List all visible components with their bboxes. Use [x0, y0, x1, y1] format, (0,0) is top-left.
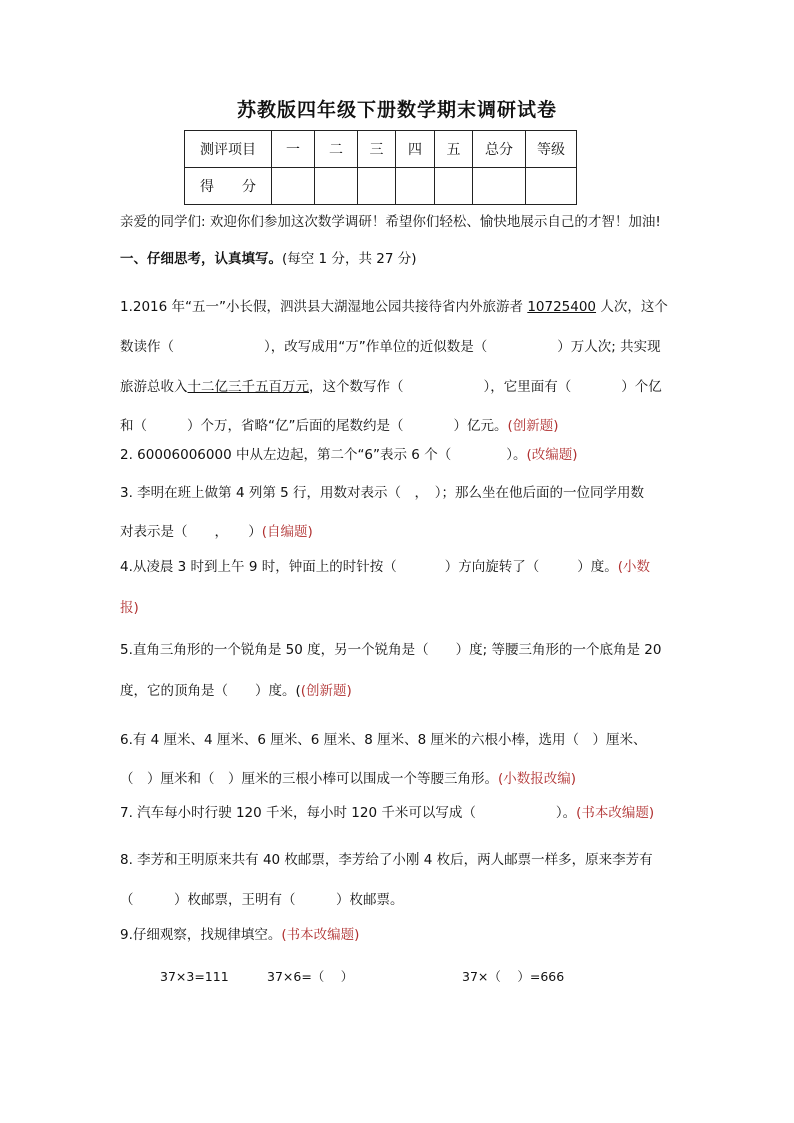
- q1-line1: [120, 297, 668, 317]
- q2-line: [120, 445, 578, 465]
- score-cell-label: 测评项目: [185, 131, 272, 168]
- question-source-tag: (改编题): [526, 447, 578, 463]
- question-source-tag: (书本改编题): [576, 805, 655, 821]
- q1-text: ）万人次; 共实现: [557, 339, 661, 355]
- q2-text: 2. 60006006000 中从左边起，第二个“6”表示 6 个（: [120, 447, 452, 463]
- score-blank[interactable]: [396, 168, 435, 205]
- score-table-header-row: [185, 131, 577, 168]
- q5-line2: [120, 681, 352, 701]
- q1-text: 数读作（: [120, 339, 174, 355]
- question-source-tag: 报): [120, 600, 139, 616]
- q9-equation-2: 37×6=（ ）: [267, 969, 354, 984]
- q1-text: ）个万，省略“亿”后面的尾数约是（: [187, 418, 404, 434]
- q6-line1: 6.有 4 厘米、4 厘米、6 厘米、6 厘米、8 厘米、8 厘米的六根小棒，选用（ ）厘米、: [120, 732, 647, 748]
- q1-text: ）亿元。: [453, 418, 508, 434]
- question-source-tag: (创新题): [300, 683, 352, 699]
- question-source-tag: (创新题): [507, 418, 559, 434]
- q1-number: 10725400: [527, 299, 597, 315]
- q1-text: ），改写成用“万”作单位的近似数是（: [264, 339, 488, 355]
- score-cell-4: 四: [396, 131, 435, 168]
- q1-text: ）个亿: [621, 379, 662, 395]
- score-table-score-row: [185, 168, 577, 205]
- score-cell-3: 三: [358, 131, 396, 168]
- score-cell-1: 一: [272, 131, 315, 168]
- q4-text: 4.从凌晨 3 时到上午 9 时，钟面上的时针按（: [120, 559, 397, 575]
- score-row-label: 得 分: [185, 168, 272, 205]
- score-blank[interactable]: [526, 168, 577, 205]
- q7-line: [120, 803, 654, 823]
- section1-title: 一、仔细思考，认真填写。: [120, 251, 282, 267]
- q1-line2: [120, 337, 661, 357]
- q1-text: 1.2016 年“五一”小长假，泗洪县大湖湿地公园共接待省内外旅游者: [120, 299, 528, 315]
- q1-text: ，这个数写作（: [309, 379, 404, 395]
- q9-text: 9.仔细观察，找规律填空。: [120, 927, 282, 943]
- q3-line2: [120, 522, 313, 542]
- q5-line1: 5.直角三角形的一个锐角是 50 度，另一个锐角是（ ）度; 等腰三角形的一个底角是 20: [120, 642, 662, 658]
- question-source-tag: (自编题): [261, 524, 313, 540]
- q6-line2: [120, 769, 576, 789]
- score-blank[interactable]: [473, 168, 526, 205]
- score-cell-2: 二: [315, 131, 358, 168]
- intro-text: 亲爱的同学们: 欢迎你们参加这次数学调研！希望你们轻松、愉快地展示自己的才智！加油!: [120, 214, 661, 230]
- q2-text: ）。: [506, 447, 527, 463]
- score-cell-5: 五: [435, 131, 473, 168]
- q7-text: 7. 汽车每小时行驶 120 千米，每小时 120 千米可以写成（: [120, 805, 476, 821]
- q3-line1: 3. 李明在班上做第 4 列第 5 行，用数对表示（ ， ）；那么坐在他后面的一位同学用数: [120, 485, 645, 501]
- exam-title: 苏教版四年级下册数学期末调研试卷: [236, 99, 557, 121]
- q6-text: （ ）厘米和（ ）厘米的三根小棒可以围成一个等腰三角形。: [120, 771, 498, 787]
- q1-text: ），它里面有（: [483, 379, 572, 395]
- score-blank[interactable]: [272, 168, 315, 205]
- q7-text: ）。: [555, 805, 577, 821]
- score-blank[interactable]: [315, 168, 358, 205]
- q1-line3: [120, 377, 662, 397]
- q9-equation-1: 37×3=111: [160, 969, 229, 984]
- q5-text: 度，它的顶角是（ ）度。(: [120, 683, 301, 699]
- q1-text: 旅游总收入: [120, 379, 188, 395]
- q9-equation-3: 37×（ ）=666: [462, 969, 565, 984]
- score-cell-grade: 等级: [526, 131, 577, 168]
- q4-text: ）度。: [577, 559, 618, 575]
- q1-text: 人次，这个: [596, 299, 668, 315]
- section1-note: (每空 1 分，共 27 分): [282, 251, 417, 267]
- q8-line2: （ ）枚邮票，王明有（ ）枚邮票。: [120, 892, 404, 908]
- q1-amount: 十二亿三千五百万元: [187, 379, 309, 395]
- question-source-tag: (小数: [617, 559, 651, 575]
- q4-text: ）方向旋转了（: [444, 559, 540, 575]
- q9-line: [120, 925, 359, 945]
- q1-line4: [120, 416, 559, 436]
- q8-line1: 8. 李芳和王明原来共有 40 枚邮票，李芳给了小刚 4 枚后，两人邮票一样多，原来李芳有: [120, 852, 653, 868]
- question-source-tag: (小数报改编): [498, 771, 577, 787]
- score-table: [184, 130, 577, 205]
- score-cell-total: 总分: [473, 131, 526, 168]
- section1-heading: [120, 249, 416, 269]
- score-blank[interactable]: [358, 168, 396, 205]
- score-blank[interactable]: [435, 168, 473, 205]
- question-source-tag: (书本改编题): [281, 927, 360, 943]
- q1-text: 和（: [120, 418, 147, 434]
- q3-text: 对表示是（ ， ）: [120, 524, 262, 540]
- q4-line1: [120, 557, 650, 577]
